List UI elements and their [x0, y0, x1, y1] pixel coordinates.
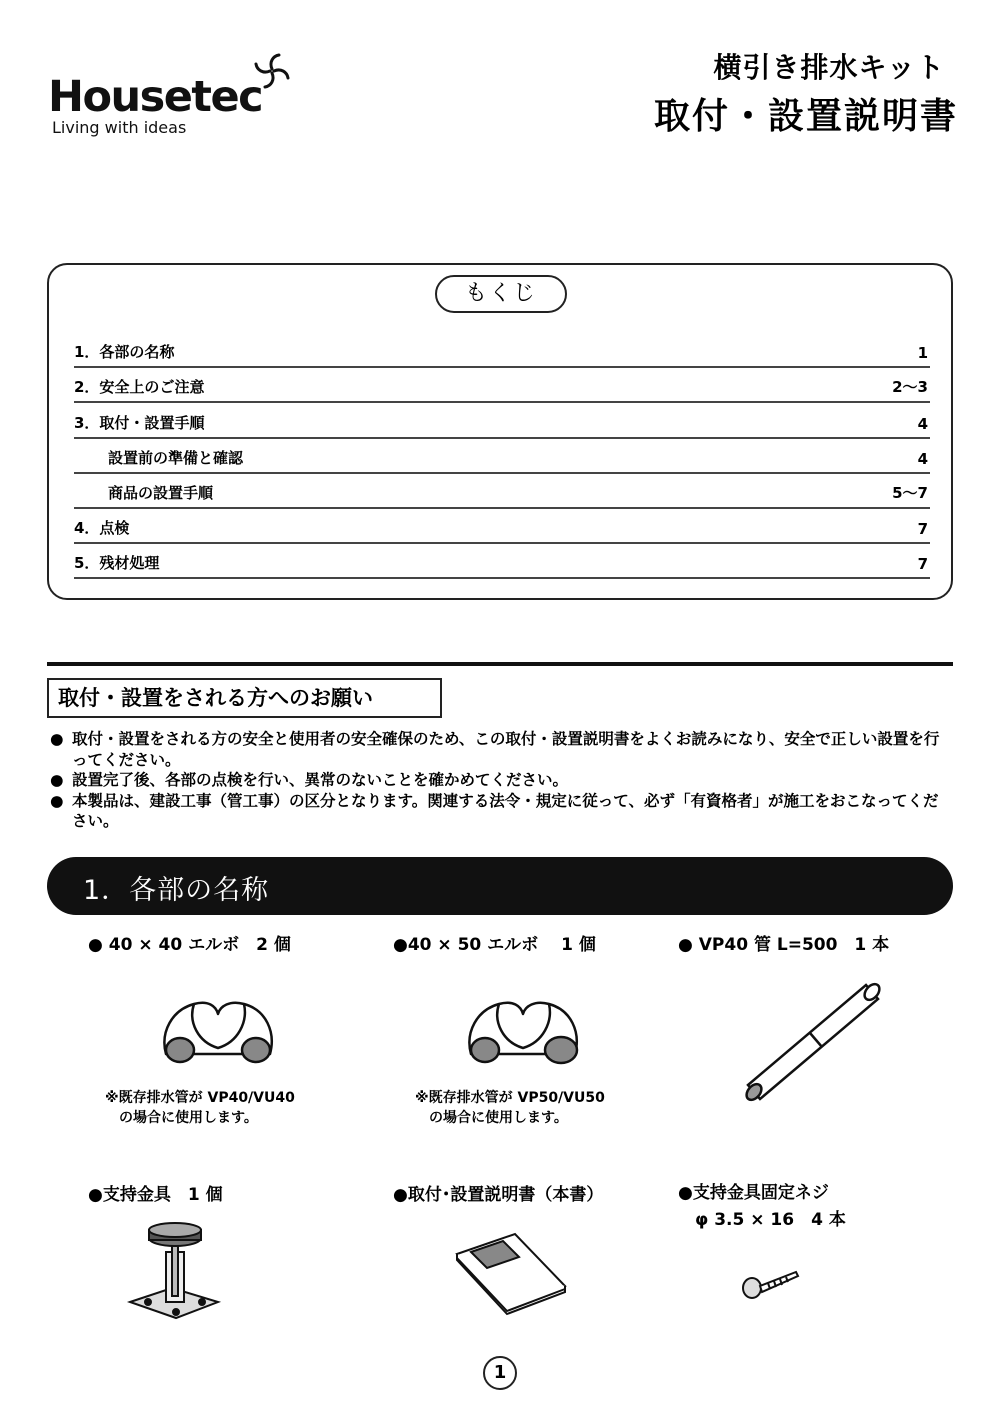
toc-row-page: 4 [917, 449, 928, 468]
part-item-manual [393, 1180, 663, 1330]
toc-row-label: 1．各部の名称 [74, 343, 175, 362]
toc-row[interactable] [74, 368, 930, 403]
notice-item-text: 取付・設置をされる方の安全と使用者の安全確保のため、この取付・設置説明書をよくお読みになり、安全で正しい設置を行ってください。 [72, 730, 940, 769]
toc-row-label: 設置前の準備と確認 [108, 448, 244, 467]
part-name: ●支持金具 1 個 [88, 1185, 223, 1205]
toc-row[interactable] [74, 403, 930, 438]
part-name: ●取付･設置説明書（本書） [393, 1185, 604, 1205]
toc-row-page: 5～7 [892, 483, 928, 502]
toc-row-page: 2～3 [892, 378, 928, 397]
notice-item [50, 770, 940, 791]
toc-row-label: 商品の設置手順 [108, 483, 214, 502]
part-name: ● 40 × 40 エルボ 2 個 [88, 935, 291, 955]
brand-tagline: Living with ideas [52, 118, 187, 137]
section-title: 1．各部の名称 [83, 875, 270, 906]
section-divider [47, 662, 953, 666]
manual-booklet-icon [453, 1230, 573, 1320]
screw-icon [740, 1264, 800, 1304]
part-item-fixing-screws [678, 1180, 938, 1330]
page-number: 1 [483, 1356, 517, 1390]
part-name: ●支持金具固定ネジ φ 3.5 × 16 4 本 [678, 1183, 846, 1230]
part-item-vp40-pipe [678, 930, 938, 1140]
toc-list [74, 333, 930, 579]
toc-row[interactable] [74, 474, 930, 509]
bullet-icon: ● [50, 771, 64, 789]
elbow-fitting-icon [158, 992, 278, 1072]
notice-item-text: 設置完了後、各部の点検を行い、異常のないことを確かめてください。 [72, 771, 569, 789]
notice-heading: 取付・設置をされる方へのお願い [47, 678, 442, 718]
section-header [47, 857, 953, 915]
bullet-icon: ● [50, 791, 64, 810]
toc-row[interactable] [74, 333, 930, 368]
elbow-fitting-icon [463, 992, 583, 1072]
notice-item [50, 729, 940, 770]
part-name: ●40 × 50 エルボ 1 個 [393, 935, 596, 955]
toc-row-label: 3．取付・設置手順 [74, 413, 205, 432]
table-of-contents [47, 263, 953, 600]
notice-list [50, 729, 940, 832]
part-item-elbow-40x40 [88, 930, 348, 1140]
part-name: ● VP40 管 L=500 1 本 [678, 935, 890, 955]
toc-row-page: 7 [917, 520, 928, 539]
toc-row[interactable] [74, 544, 930, 579]
part-note: ※既存排水管が VP50/VU50 の場合に使用します。 [415, 1090, 605, 1126]
support-bracket-icon [126, 1222, 226, 1322]
part-note: ※既存排水管が VP40/VU40 の場合に使用します。 [105, 1090, 295, 1126]
document-title: 取付・設置説明書 [653, 96, 958, 137]
toc-row-page: 1 [917, 344, 928, 363]
notice-item [50, 791, 940, 832]
toc-row[interactable] [74, 509, 930, 544]
pipe-icon [738, 975, 888, 1105]
part-item-support-bracket [88, 1180, 348, 1330]
toc-heading: もくじ [435, 275, 567, 313]
notice-item-text: 本製品は、建設工事（管工事）の区分となります。関連する法令・規定に従って、必ず「有資格者」が施工をおこなってください。 [72, 791, 939, 830]
bullet-icon: ● [50, 730, 64, 748]
toc-row-label: 2．安全上のご注意 [74, 378, 205, 397]
toc-row[interactable] [74, 439, 930, 474]
document-subtitle: 横引き排水キット [713, 51, 945, 84]
brand-name: Housetec [48, 72, 263, 122]
toc-row-label: 4．点検 [74, 519, 130, 538]
toc-row-label: 5．残材処理 [74, 554, 160, 573]
toc-row-page: 4 [917, 414, 928, 433]
toc-row-page: 7 [917, 555, 928, 574]
brand-logo [48, 46, 298, 141]
part-item-elbow-40x50 [393, 930, 653, 1140]
